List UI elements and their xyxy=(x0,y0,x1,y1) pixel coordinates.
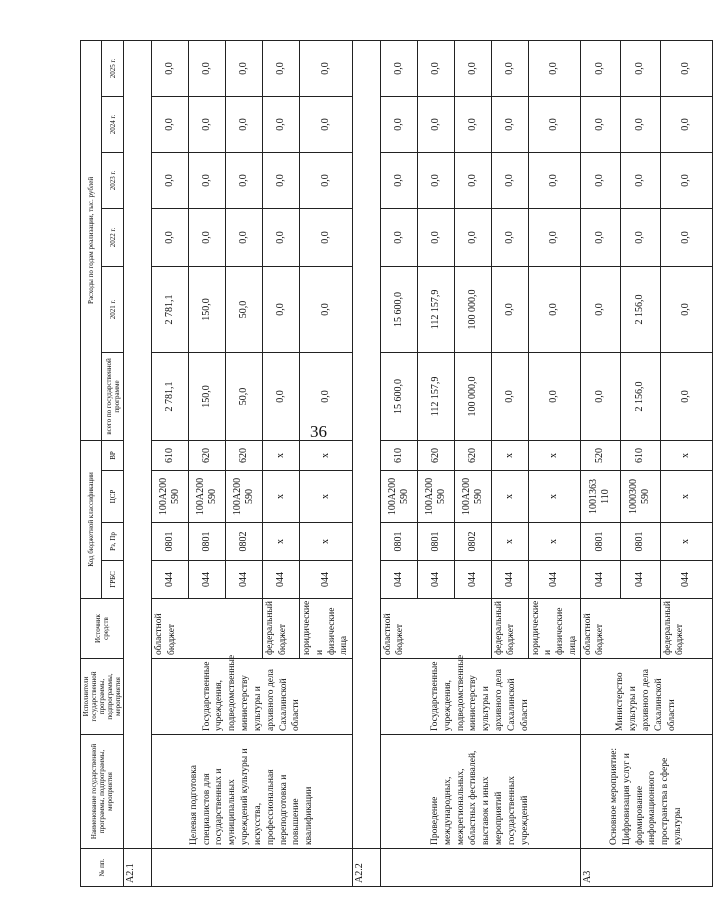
cell-y2025: 0,0 xyxy=(300,40,352,96)
cell-csr: х xyxy=(300,471,352,523)
cell-vr: х xyxy=(491,440,528,470)
cell-y2022: 0,0 xyxy=(528,208,580,266)
cell-grbs: 044 xyxy=(263,561,300,599)
header-total: всего по государственной программе xyxy=(101,352,123,440)
cell-y2022: 0,0 xyxy=(491,208,528,266)
cell-total: 2 781,1 xyxy=(152,352,189,440)
cell-grbs: 044 xyxy=(660,561,712,599)
cell-y2024: 0,0 xyxy=(189,96,226,152)
cell-csr: х xyxy=(491,471,528,523)
cell-grbs: 044 xyxy=(300,561,352,599)
cell-total: 50,0 xyxy=(226,352,263,440)
cell-y2025: 0,0 xyxy=(417,40,454,96)
header-expenses: Расходы по годам реализации, тыс. рублей xyxy=(81,40,102,440)
cell-total: 150,0 xyxy=(189,352,226,440)
cell-y2024: 0,0 xyxy=(380,96,417,152)
cell-y2021: 0,0 xyxy=(660,266,712,352)
cell-y2024: 0,0 xyxy=(491,96,528,152)
cell-total: 15 600,0 xyxy=(380,352,417,440)
cell-total: 0,0 xyxy=(300,352,352,440)
cell-y2023: 0,0 xyxy=(152,152,189,208)
cell-vr: 620 xyxy=(417,440,454,470)
cell-y2024: 0,0 xyxy=(454,96,491,152)
funding-source: юридические и физические лица xyxy=(300,599,352,659)
header-rzpr: Рз, Пр xyxy=(101,523,123,561)
cell-rzpr: 0801 xyxy=(380,523,417,561)
cell-total: 112 157,9 xyxy=(417,352,454,440)
budget-table xyxy=(80,40,713,887)
header-vr: ВР xyxy=(101,440,123,470)
cell-y2022: 0,0 xyxy=(226,208,263,266)
cell-rzpr: х xyxy=(491,523,528,561)
table-row xyxy=(352,40,380,886)
table-row xyxy=(124,40,152,886)
cell-rzpr: 0801 xyxy=(580,523,620,561)
cell-rzpr: 0801 xyxy=(189,523,226,561)
cell-csr: 100А200 590 xyxy=(380,471,417,523)
cell-vr: х xyxy=(528,440,580,470)
cell-rzpr: 0801 xyxy=(620,523,660,561)
funding-source: федеральный бюджет xyxy=(491,599,528,659)
cell-y2021: 0,0 xyxy=(300,266,352,352)
executor: Государственные учреждения, подведомственные министерству культуры и архивного дела Сахалинской области xyxy=(152,659,352,735)
header-2025: 2025 г. xyxy=(101,40,123,96)
executor: Государственные учреждения, подведомственные министерству культуры и архивного дела Сахалинской области xyxy=(380,659,580,735)
funding-source: федеральный бюджет xyxy=(660,599,712,659)
cell-y2024: 0,0 xyxy=(620,96,660,152)
cell-grbs: 044 xyxy=(528,561,580,599)
cell-total: 100 000,0 xyxy=(454,352,491,440)
header-executor: Исполнители государственной программы, подпрограммы, мероприятия xyxy=(81,659,124,735)
cell-rzpr: 0802 xyxy=(454,523,491,561)
cell-rzpr: 0802 xyxy=(226,523,263,561)
cell-total: 0,0 xyxy=(528,352,580,440)
row-number: А2.2 xyxy=(352,849,380,887)
funding-source: областной бюджет xyxy=(380,599,491,659)
cell-grbs: 044 xyxy=(380,561,417,599)
cell-vr: 610 xyxy=(620,440,660,470)
cell-y2022: 0,0 xyxy=(300,208,352,266)
cell-y2025: 0,0 xyxy=(454,40,491,96)
cell-grbs: 044 xyxy=(491,561,528,599)
cell-y2025: 0,0 xyxy=(528,40,580,96)
cell-vr: х xyxy=(263,440,300,470)
cell-rzpr: х xyxy=(300,523,352,561)
cell-rzpr: х xyxy=(528,523,580,561)
header-2022: 2022 г. xyxy=(101,208,123,266)
page-number: 36 xyxy=(310,422,327,441)
block-header-spacer xyxy=(352,40,380,848)
cell-grbs: 044 xyxy=(226,561,263,599)
cell-vr: х xyxy=(660,440,712,470)
cell-y2021: 0,0 xyxy=(580,266,620,352)
cell-y2021: 50,0 xyxy=(226,266,263,352)
cell-y2022: 0,0 xyxy=(263,208,300,266)
cell-y2025: 0,0 xyxy=(152,40,189,96)
cell-grbs: 044 xyxy=(417,561,454,599)
row-number xyxy=(380,849,580,887)
cell-csr: 1001363 110 xyxy=(580,471,620,523)
funding-source: областной бюджет xyxy=(580,599,660,659)
cell-csr: 100А200 590 xyxy=(417,471,454,523)
header-name: Наименование государственной программы, подпрограммы, мероприятия xyxy=(81,735,124,849)
cell-y2021: 2 156,0 xyxy=(620,266,660,352)
cell-vr: 620 xyxy=(189,440,226,470)
cell-total: 2 156,0 xyxy=(620,352,660,440)
cell-y2023: 0,0 xyxy=(417,152,454,208)
cell-y2024: 0,0 xyxy=(263,96,300,152)
cell-csr: 100А200 590 xyxy=(189,471,226,523)
cell-y2024: 0,0 xyxy=(417,96,454,152)
cell-csr: 100А200 590 xyxy=(152,471,189,523)
cell-y2024: 0,0 xyxy=(300,96,352,152)
funding-source: федеральный бюджет xyxy=(263,599,300,659)
table-row xyxy=(152,40,189,886)
measure-name: Основное мероприятие: Цифровизация услуг и формирование информационного пространства в сфере культуры xyxy=(580,735,712,849)
cell-csr: 100А200 590 xyxy=(226,471,263,523)
cell-y2023: 0,0 xyxy=(189,152,226,208)
cell-grbs: 044 xyxy=(454,561,491,599)
cell-y2023: 0,0 xyxy=(226,152,263,208)
header-2024: 2024 г. xyxy=(101,96,123,152)
table-row xyxy=(380,40,417,886)
table-body xyxy=(124,40,713,886)
cell-y2021: 100 000,0 xyxy=(454,266,491,352)
cell-vr: 610 xyxy=(152,440,189,470)
cell-total: 0,0 xyxy=(660,352,712,440)
cell-grbs: 044 xyxy=(189,561,226,599)
funding-source: областной бюджет xyxy=(152,599,263,659)
cell-y2024: 0,0 xyxy=(660,96,712,152)
cell-rzpr: 0801 xyxy=(152,523,189,561)
measure-name: Целевая подготовка специалистов для государственных и муниципальных учреждений культуры и искусства, профессиональная переподготовка и повышение квалификации xyxy=(152,735,352,849)
cell-vr: 620 xyxy=(454,440,491,470)
cell-rzpr: х xyxy=(263,523,300,561)
cell-y2022: 0,0 xyxy=(620,208,660,266)
cell-y2022: 0,0 xyxy=(189,208,226,266)
cell-y2025: 0,0 xyxy=(226,40,263,96)
cell-y2022: 0,0 xyxy=(152,208,189,266)
cell-y2023: 0,0 xyxy=(491,152,528,208)
row-number xyxy=(152,849,352,887)
cell-total: 0,0 xyxy=(491,352,528,440)
cell-y2023: 0,0 xyxy=(380,152,417,208)
cell-vr: 520 xyxy=(580,440,620,470)
cell-y2021: 2 781,1 xyxy=(152,266,189,352)
cell-vr: 620 xyxy=(226,440,263,470)
cell-y2024: 0,0 xyxy=(528,96,580,152)
block-header-spacer xyxy=(124,40,152,848)
cell-vr: х xyxy=(300,440,352,470)
cell-y2021: 0,0 xyxy=(491,266,528,352)
cell-y2022: 0,0 xyxy=(454,208,491,266)
cell-y2023: 0,0 xyxy=(263,152,300,208)
cell-y2021: 0,0 xyxy=(528,266,580,352)
cell-y2024: 0,0 xyxy=(226,96,263,152)
cell-y2022: 0,0 xyxy=(580,208,620,266)
cell-y2024: 0,0 xyxy=(580,96,620,152)
measure-name: Проведение международных, межрегиональных, областных фестивалей, выставок и иных мероприятий государственных учреждений xyxy=(380,735,580,849)
cell-y2025: 0,0 xyxy=(380,40,417,96)
header-source: Источник средств xyxy=(81,599,124,659)
funding-source: юридические и физические лица xyxy=(528,599,580,659)
cell-y2022: 0,0 xyxy=(417,208,454,266)
cell-csr: х xyxy=(528,471,580,523)
cell-y2021: 15 600,0 xyxy=(380,266,417,352)
cell-y2023: 0,0 xyxy=(528,152,580,208)
header-2021: 2021 г. xyxy=(101,266,123,352)
cell-vr: 610 xyxy=(380,440,417,470)
cell-y2025: 0,0 xyxy=(660,40,712,96)
cell-y2025: 0,0 xyxy=(189,40,226,96)
cell-y2022: 0,0 xyxy=(380,208,417,266)
cell-y2021: 150,0 xyxy=(189,266,226,352)
table-row xyxy=(580,40,620,886)
cell-grbs: 044 xyxy=(620,561,660,599)
cell-total: 0,0 xyxy=(580,352,620,440)
cell-y2025: 0,0 xyxy=(263,40,300,96)
cell-y2023: 0,0 xyxy=(580,152,620,208)
cell-csr: х xyxy=(263,471,300,523)
cell-y2023: 0,0 xyxy=(454,152,491,208)
cell-y2025: 0,0 xyxy=(580,40,620,96)
header-csr: ЦСР xyxy=(101,471,123,523)
cell-grbs: 044 xyxy=(152,561,189,599)
cell-rzpr: 0801 xyxy=(417,523,454,561)
cell-y2023: 0,0 xyxy=(300,152,352,208)
cell-y2025: 0,0 xyxy=(491,40,528,96)
header-grbs: ГРБС xyxy=(101,561,123,599)
cell-grbs: 044 xyxy=(580,561,620,599)
cell-csr: 100А200 590 xyxy=(454,471,491,523)
header-2023: 2023 г. xyxy=(101,152,123,208)
cell-y2022: 0,0 xyxy=(660,208,712,266)
executor: Министерство культуры и архивного дела Сахалинской области xyxy=(580,659,712,735)
header-classification: Код бюджетной классификации xyxy=(81,440,102,598)
header-no: № пп. xyxy=(81,849,124,887)
cell-y2023: 0,0 xyxy=(620,152,660,208)
cell-total: 0,0 xyxy=(263,352,300,440)
cell-y2023: 0,0 xyxy=(660,152,712,208)
cell-y2021: 112 157,9 xyxy=(417,266,454,352)
cell-csr: х xyxy=(660,471,712,523)
cell-rzpr: х xyxy=(660,523,712,561)
cell-y2025: 0,0 xyxy=(620,40,660,96)
cell-y2021: 0,0 xyxy=(263,266,300,352)
cell-y2024: 0,0 xyxy=(152,96,189,152)
row-number: А3 xyxy=(580,849,712,887)
row-number: А2.1 xyxy=(124,849,152,887)
cell-csr: 1000300 590 xyxy=(620,471,660,523)
